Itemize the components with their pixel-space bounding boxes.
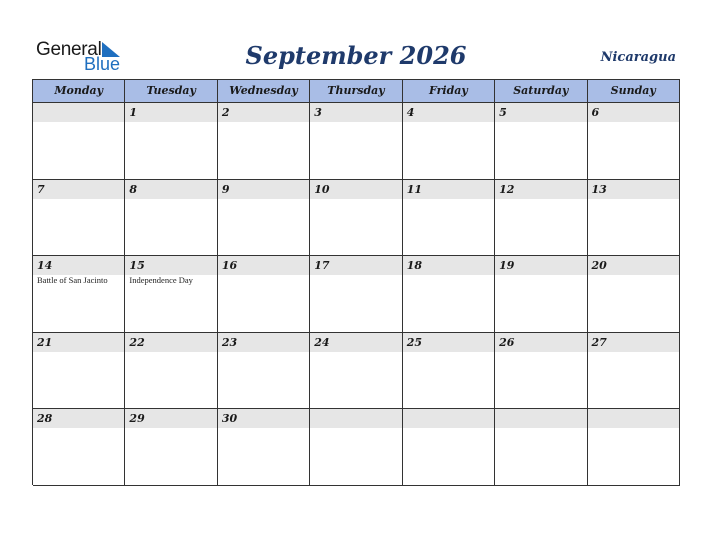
week-row xyxy=(33,103,680,180)
day-number: 29 xyxy=(125,409,216,428)
day-number: 11 xyxy=(403,180,494,199)
day-number xyxy=(310,409,401,428)
day-cell[interactable] xyxy=(125,103,217,180)
day-number: 22 xyxy=(125,333,216,352)
day-cell[interactable] xyxy=(218,256,310,333)
day-cell[interactable] xyxy=(33,333,125,410)
week-row xyxy=(33,409,680,486)
day-cell[interactable] xyxy=(310,103,402,180)
day-number: 17 xyxy=(310,256,401,275)
day-cell[interactable] xyxy=(218,333,310,410)
day-cell[interactable] xyxy=(125,333,217,410)
weekday-sunday: Sunday xyxy=(588,80,680,103)
day-number: 7 xyxy=(33,180,124,199)
day-cell[interactable] xyxy=(588,333,680,410)
day-number: 20 xyxy=(588,256,679,275)
day-number: 6 xyxy=(588,103,679,122)
week-row xyxy=(33,256,680,333)
day-cell[interactable] xyxy=(218,409,310,486)
week-row xyxy=(33,333,680,410)
day-number: 10 xyxy=(310,180,401,199)
day-cell[interactable] xyxy=(495,180,587,257)
day-number xyxy=(403,409,494,428)
day-number: 16 xyxy=(218,256,309,275)
calendar-grid xyxy=(32,79,680,485)
day-number: 23 xyxy=(218,333,309,352)
day-number: 18 xyxy=(403,256,494,275)
day-cell[interactable] xyxy=(310,256,402,333)
page-title: September 2026 xyxy=(245,41,467,70)
day-cell[interactable] xyxy=(310,409,402,486)
day-number: 30 xyxy=(218,409,309,428)
day-cell[interactable] xyxy=(403,333,495,410)
day-cell[interactable] xyxy=(588,103,680,180)
day-cell[interactable] xyxy=(125,256,217,333)
day-number: 21 xyxy=(33,333,124,352)
day-cell[interactable] xyxy=(310,180,402,257)
weeks-container xyxy=(33,103,680,486)
weekday-saturday: Saturday xyxy=(495,80,587,103)
day-number: 27 xyxy=(588,333,679,352)
day-cell[interactable] xyxy=(403,180,495,257)
day-number: 26 xyxy=(495,333,586,352)
day-cell[interactable] xyxy=(33,256,125,333)
day-cell[interactable] xyxy=(588,409,680,486)
holiday-label: Independence Day xyxy=(129,275,193,286)
day-cell[interactable] xyxy=(33,409,125,486)
day-cell[interactable] xyxy=(495,256,587,333)
day-number: 5 xyxy=(495,103,586,122)
day-number xyxy=(33,103,124,122)
day-number: 4 xyxy=(403,103,494,122)
day-cell[interactable] xyxy=(310,333,402,410)
day-number: 19 xyxy=(495,256,586,275)
generalblue-logo xyxy=(36,40,126,74)
day-cell[interactable] xyxy=(495,409,587,486)
weekday-thursday: Thursday xyxy=(310,80,402,103)
day-cell[interactable] xyxy=(33,103,125,180)
weekday-wednesday: Wednesday xyxy=(218,80,310,103)
day-number: 14 xyxy=(33,256,124,275)
holiday-label: Battle of San Jacinto xyxy=(37,275,108,286)
day-number: 8 xyxy=(125,180,216,199)
day-cell[interactable] xyxy=(403,256,495,333)
day-number: 25 xyxy=(403,333,494,352)
day-cell[interactable] xyxy=(218,180,310,257)
day-cell[interactable] xyxy=(125,180,217,257)
day-number: 15 xyxy=(125,256,216,275)
day-number: 28 xyxy=(33,409,124,428)
day-cell[interactable] xyxy=(125,409,217,486)
day-cell[interactable] xyxy=(218,103,310,180)
weekday-tuesday: Tuesday xyxy=(125,80,217,103)
day-number: 12 xyxy=(495,180,586,199)
weekday-friday: Friday xyxy=(403,80,495,103)
weekday-header-row xyxy=(33,80,680,103)
day-cell[interactable] xyxy=(403,409,495,486)
day-number: 13 xyxy=(588,180,679,199)
day-number: 24 xyxy=(310,333,401,352)
day-cell[interactable] xyxy=(588,180,680,257)
weekday-monday: Monday xyxy=(33,80,125,103)
day-number xyxy=(588,409,679,428)
week-row xyxy=(33,180,680,257)
logo-blue-text: Blue xyxy=(84,54,121,74)
day-cell[interactable] xyxy=(495,103,587,180)
logo-general-text: General xyxy=(36,39,102,60)
day-number: 3 xyxy=(310,103,401,122)
day-cell[interactable] xyxy=(33,180,125,257)
day-cell[interactable] xyxy=(495,333,587,410)
country-label: Nicaragua xyxy=(600,50,676,65)
day-number: 2 xyxy=(218,103,309,122)
day-number: 9 xyxy=(218,180,309,199)
day-number: 1 xyxy=(125,103,216,122)
day-cell[interactable] xyxy=(588,256,680,333)
day-number xyxy=(495,409,586,428)
day-cell[interactable] xyxy=(403,103,495,180)
